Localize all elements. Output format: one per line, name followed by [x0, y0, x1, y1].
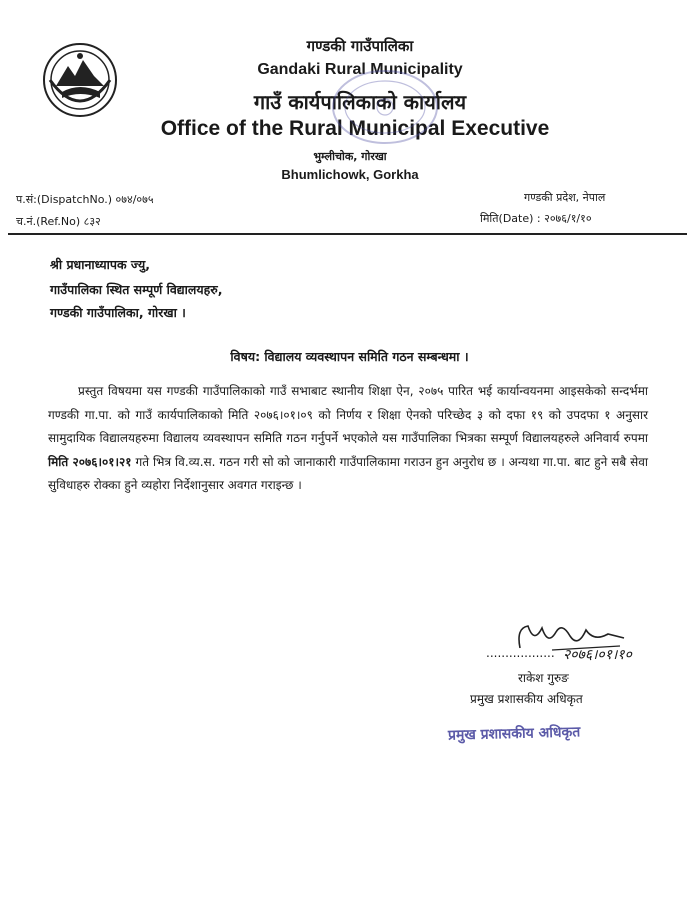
place-nepali: भुम्लीचोक, गोरखा: [313, 150, 387, 163]
signer-title: प्रमुख प्रशासकीय अधिकृत: [470, 692, 583, 706]
handwritten-date: २०७६।०१।१०: [563, 647, 632, 663]
designation-stamp: प्रमुख प्रशासकीय अधिकृत: [447, 724, 581, 744]
reference-number: च.नं.(Ref.No) ८३२: [16, 215, 101, 228]
org-name-nepali: गण्डकी गाउँपालिका: [306, 37, 414, 55]
body-part-1: प्रस्तुत विषयमा यस गण्डकी गाउँपालिकाको गाउँ सभाबाट स्थानीय शिक्षा ऐन, २०७५ पारित भई कार्यान्वयनमा आइसकेको सन्दर्भमा गण्डकी गा.पा. को गाउँ कार्यपालिकाको मिति २०७६।०१।०९ को निर्णय र शिक्षा ऐनको परिच्छेद ३ को दफा १९ को उपदफा १ अनुसार सामुदायिक विद्यालयहरुमा विद्यालय व्यवस्थापन समिति गठन गर्नुपर्ने भएकोले यस गाउँपालिका भित्रका सम्पूर्ण विद्यालयहरुले अनिवार्य रुपमा: [48, 384, 648, 445]
signature-dots: ..................: [486, 646, 555, 660]
dispatch-number: प.सं:(DispatchNo.) ०७४/०७५: [16, 193, 154, 206]
address-line-3: गण्डकी गाउँपालिका, गोरखा ।: [50, 305, 186, 320]
office-name-nepali: गाउँ कार्यपालिकाको कार्यालय: [253, 90, 467, 114]
body-deadline: मिति २०७६।०१।२१: [48, 454, 132, 469]
address-line-2: गाउँपालिका स्थित सम्पूर्ण विद्यालयहरु,: [50, 282, 223, 297]
address-line-1: श्री प्रधानाध्यापक ज्यु,: [50, 257, 151, 272]
office-stamp-seal: [330, 68, 440, 146]
org-name-english: Gandaki Rural Municipality: [257, 61, 463, 78]
subject-line: विषय: विद्यालय व्यवस्थापन समिति गठन सम्बन्धमा ।: [230, 349, 469, 364]
body-part-2: गते भित्र वि.व्य.स. गठन गरी सो को जानाकारी गाउँपालिकामा गराउन हुन अनुरोध छ । अन्यथा गा.पा. बाट हुने सबै सेवा सुविधाहरु रोक्का हुने व्यहोरा निर्देशानुसार अवगत गराइन्छ ।: [48, 454, 648, 492]
header-divider: [8, 233, 687, 235]
place-english: Bhumlichowk, Gorkha: [281, 167, 419, 182]
municipality-logo: [42, 42, 118, 118]
letter-body: [48, 380, 648, 498]
province-name: गण्डकी प्रदेश, नेपाल: [524, 191, 606, 204]
signer-name: राकेश गुरुङ: [518, 671, 569, 685]
office-name-english: Office of the Rural Municipal Executive: [160, 117, 550, 140]
letter-date: मिति(Date) : २०७६/१/१०: [480, 212, 592, 225]
